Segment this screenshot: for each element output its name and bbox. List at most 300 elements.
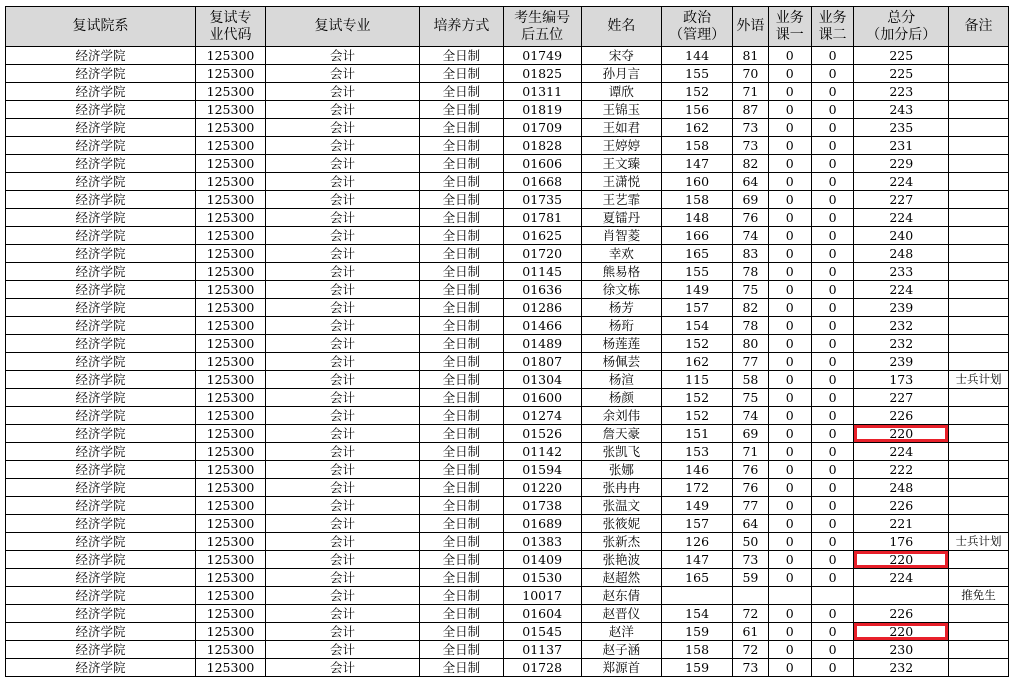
cell-name: 王锦玉	[581, 101, 662, 119]
cell-exam-id: 01604	[503, 605, 581, 623]
cell-politics: 154	[662, 605, 733, 623]
cell-total-score: 226	[854, 407, 949, 425]
cell-foreign-language: 82	[732, 155, 768, 173]
cell-exam-id: 01720	[503, 245, 581, 263]
cell-foreign-language: 58	[732, 371, 768, 389]
cell-course-two: 0	[811, 137, 854, 155]
cell-remarks	[949, 497, 1009, 515]
cell-exam-id: 01807	[503, 353, 581, 371]
cell-total-score: 248	[854, 479, 949, 497]
cell-politics: 149	[662, 281, 733, 299]
table-row	[6, 317, 1009, 335]
cell-major: 会计	[265, 515, 419, 533]
table-row	[6, 497, 1009, 515]
cell-remarks	[949, 137, 1009, 155]
cell-study-mode: 全日制	[420, 479, 504, 497]
cell-study-mode: 全日制	[420, 623, 504, 641]
cell-major-code: 125300	[196, 641, 266, 659]
header-row	[6, 7, 1009, 47]
cell-politics: 152	[662, 335, 733, 353]
cell-name: 赵东倩	[581, 587, 662, 605]
cell-total-score: 239	[854, 353, 949, 371]
cell-major-code: 125300	[196, 479, 266, 497]
cell-total-score: 230	[854, 641, 949, 659]
cell-politics: 160	[662, 173, 733, 191]
cell-remarks	[949, 101, 1009, 119]
column-header-exam-id: 考生编号 后五位	[503, 7, 581, 47]
table-row	[6, 209, 1009, 227]
cell-remarks	[949, 425, 1009, 443]
table-row	[6, 335, 1009, 353]
cell-remarks	[949, 263, 1009, 281]
cell-major: 会计	[265, 209, 419, 227]
cell-total-score: 220	[854, 623, 949, 641]
cell-major-code: 125300	[196, 335, 266, 353]
cell-department: 经济学院	[6, 263, 196, 281]
cell-exam-id: 01819	[503, 101, 581, 119]
cell-major-code: 125300	[196, 353, 266, 371]
cell-exam-id: 01220	[503, 479, 581, 497]
cell-remarks	[949, 515, 1009, 533]
cell-name: 熊易格	[581, 263, 662, 281]
cell-remarks	[949, 209, 1009, 227]
cell-name: 赵超然	[581, 569, 662, 587]
cell-course-two: 0	[811, 641, 854, 659]
cell-department: 经济学院	[6, 407, 196, 425]
cell-department: 经济学院	[6, 83, 196, 101]
cell-course-one: 0	[768, 461, 811, 479]
cell-total-score: 232	[854, 659, 949, 677]
cell-department: 经济学院	[6, 227, 196, 245]
cell-name: 张新杰	[581, 533, 662, 551]
cell-politics: 166	[662, 227, 733, 245]
cell-course-two	[811, 587, 854, 605]
cell-exam-id: 01728	[503, 659, 581, 677]
cell-course-two: 0	[811, 407, 854, 425]
table-row	[6, 227, 1009, 245]
cell-study-mode: 全日制	[420, 407, 504, 425]
cell-total-score: 227	[854, 191, 949, 209]
cell-course-two: 0	[811, 173, 854, 191]
cell-exam-id: 01142	[503, 443, 581, 461]
table-row	[6, 371, 1009, 389]
cell-study-mode: 全日制	[420, 155, 504, 173]
cell-total-score: 224	[854, 281, 949, 299]
cell-foreign-language: 73	[732, 137, 768, 155]
cell-department: 经济学院	[6, 461, 196, 479]
cell-foreign-language: 81	[732, 47, 768, 65]
cell-course-one: 0	[768, 299, 811, 317]
cell-name: 幸欢	[581, 245, 662, 263]
cell-total-score: 235	[854, 119, 949, 137]
cell-study-mode: 全日制	[420, 659, 504, 677]
table-row	[6, 569, 1009, 587]
cell-exam-id: 01145	[503, 263, 581, 281]
cell-department: 经济学院	[6, 353, 196, 371]
cell-major: 会计	[265, 497, 419, 515]
cell-major: 会计	[265, 623, 419, 641]
cell-study-mode: 全日制	[420, 191, 504, 209]
cell-department: 经济学院	[6, 569, 196, 587]
cell-name: 詹天豪	[581, 425, 662, 443]
cell-name: 夏镭丹	[581, 209, 662, 227]
cell-total-score: 232	[854, 317, 949, 335]
cell-course-one: 0	[768, 389, 811, 407]
cell-course-one: 0	[768, 497, 811, 515]
cell-exam-id: 01274	[503, 407, 581, 425]
cell-study-mode: 全日制	[420, 137, 504, 155]
cell-total-score	[854, 587, 949, 605]
table-row	[6, 389, 1009, 407]
cell-politics	[662, 587, 733, 605]
cell-foreign-language: 73	[732, 551, 768, 569]
cell-foreign-language: 71	[732, 443, 768, 461]
cell-major-code: 125300	[196, 137, 266, 155]
cell-department: 经济学院	[6, 119, 196, 137]
cell-foreign-language: 72	[732, 605, 768, 623]
cell-foreign-language: 73	[732, 659, 768, 677]
cell-politics: 153	[662, 443, 733, 461]
cell-total-score: 224	[854, 173, 949, 191]
cell-name: 杨珩	[581, 317, 662, 335]
cell-total-score: 224	[854, 569, 949, 587]
cell-politics: 147	[662, 551, 733, 569]
cell-remarks	[949, 479, 1009, 497]
cell-total-score: 173	[854, 371, 949, 389]
cell-remarks	[949, 191, 1009, 209]
cell-exam-id: 01286	[503, 299, 581, 317]
cell-major: 会计	[265, 83, 419, 101]
cell-remarks	[949, 407, 1009, 425]
cell-remarks	[949, 155, 1009, 173]
cell-politics: 144	[662, 47, 733, 65]
table-row	[6, 191, 1009, 209]
cell-major-code: 125300	[196, 515, 266, 533]
cell-major-code: 125300	[196, 497, 266, 515]
table-row	[6, 605, 1009, 623]
cell-study-mode: 全日制	[420, 641, 504, 659]
cell-total-score: 226	[854, 605, 949, 623]
table-row	[6, 515, 1009, 533]
cell-department: 经济学院	[6, 443, 196, 461]
cell-politics: 155	[662, 263, 733, 281]
cell-name: 杨颜	[581, 389, 662, 407]
cell-course-two: 0	[811, 443, 854, 461]
cell-course-two: 0	[811, 569, 854, 587]
cell-course-one: 0	[768, 155, 811, 173]
cell-department: 经济学院	[6, 137, 196, 155]
cell-politics: 158	[662, 191, 733, 209]
cell-major: 会计	[265, 443, 419, 461]
cell-total-score: 222	[854, 461, 949, 479]
cell-department: 经济学院	[6, 605, 196, 623]
cell-remarks	[949, 461, 1009, 479]
cell-foreign-language: 76	[732, 461, 768, 479]
cell-major-code: 125300	[196, 317, 266, 335]
cell-major: 会计	[265, 137, 419, 155]
table-row	[6, 245, 1009, 263]
cell-politics: 115	[662, 371, 733, 389]
column-header-major-code: 复试专 业代码	[196, 7, 266, 47]
cell-course-one: 0	[768, 101, 811, 119]
cell-study-mode: 全日制	[420, 389, 504, 407]
column-header-total-score: 总分 （加分后）	[854, 7, 949, 47]
cell-exam-id: 01738	[503, 497, 581, 515]
cell-politics: 152	[662, 407, 733, 425]
cell-politics: 149	[662, 497, 733, 515]
cell-study-mode: 全日制	[420, 515, 504, 533]
cell-name: 余刘伟	[581, 407, 662, 425]
cell-exam-id: 01594	[503, 461, 581, 479]
cell-foreign-language: 69	[732, 191, 768, 209]
cell-politics: 146	[662, 461, 733, 479]
cell-remarks: 士兵计划	[949, 371, 1009, 389]
cell-department: 经济学院	[6, 155, 196, 173]
cell-name: 张冉冉	[581, 479, 662, 497]
cell-foreign-language: 77	[732, 497, 768, 515]
cell-total-score: 224	[854, 209, 949, 227]
cell-course-two: 0	[811, 479, 854, 497]
cell-remarks	[949, 317, 1009, 335]
cell-study-mode: 全日制	[420, 281, 504, 299]
cell-remarks: 士兵计划	[949, 533, 1009, 551]
score-table	[5, 6, 1009, 677]
cell-study-mode: 全日制	[420, 497, 504, 515]
cell-remarks	[949, 83, 1009, 101]
cell-remarks	[949, 299, 1009, 317]
cell-course-one: 0	[768, 47, 811, 65]
cell-total-score: 227	[854, 389, 949, 407]
cell-major-code: 125300	[196, 209, 266, 227]
cell-department: 经济学院	[6, 335, 196, 353]
table-row	[6, 551, 1009, 569]
cell-foreign-language: 61	[732, 623, 768, 641]
cell-total-score: 240	[854, 227, 949, 245]
cell-foreign-language: 64	[732, 515, 768, 533]
cell-course-one: 0	[768, 65, 811, 83]
cell-course-one: 0	[768, 119, 811, 137]
cell-course-one: 0	[768, 515, 811, 533]
cell-foreign-language: 80	[732, 335, 768, 353]
cell-major: 会计	[265, 641, 419, 659]
cell-foreign-language: 78	[732, 317, 768, 335]
cell-department: 经济学院	[6, 515, 196, 533]
cell-major: 会计	[265, 227, 419, 245]
cell-course-two: 0	[811, 155, 854, 173]
cell-politics: 159	[662, 623, 733, 641]
cell-politics: 152	[662, 389, 733, 407]
cell-major: 会计	[265, 119, 419, 137]
cell-course-one: 0	[768, 407, 811, 425]
cell-course-one: 0	[768, 533, 811, 551]
cell-course-one: 0	[768, 641, 811, 659]
cell-department: 经济学院	[6, 173, 196, 191]
cell-name: 王艺霏	[581, 191, 662, 209]
cell-course-two: 0	[811, 515, 854, 533]
cell-course-two: 0	[811, 389, 854, 407]
cell-major-code: 125300	[196, 65, 266, 83]
cell-major: 会计	[265, 245, 419, 263]
cell-remarks	[949, 65, 1009, 83]
column-header-study-mode: 培养方式	[420, 7, 504, 47]
column-header-course-two: 业务 课二	[811, 7, 854, 47]
cell-foreign-language: 64	[732, 173, 768, 191]
cell-course-one: 0	[768, 569, 811, 587]
cell-foreign-language: 69	[732, 425, 768, 443]
cell-course-one: 0	[768, 605, 811, 623]
cell-major-code: 125300	[196, 461, 266, 479]
cell-exam-id: 01137	[503, 641, 581, 659]
cell-study-mode: 全日制	[420, 587, 504, 605]
cell-name: 宋夺	[581, 47, 662, 65]
cell-major-code: 125300	[196, 371, 266, 389]
cell-course-one: 0	[768, 173, 811, 191]
cell-name: 孙月言	[581, 65, 662, 83]
table-row	[6, 587, 1009, 605]
table-row	[6, 137, 1009, 155]
cell-course-two: 0	[811, 659, 854, 677]
cell-study-mode: 全日制	[420, 299, 504, 317]
cell-department: 经济学院	[6, 101, 196, 119]
table-row	[6, 461, 1009, 479]
cell-foreign-language: 76	[732, 209, 768, 227]
cell-course-one: 0	[768, 425, 811, 443]
cell-department: 经济学院	[6, 191, 196, 209]
cell-study-mode: 全日制	[420, 569, 504, 587]
cell-total-score: 229	[854, 155, 949, 173]
cell-course-two: 0	[811, 335, 854, 353]
column-header-department: 复试院系	[6, 7, 196, 47]
cell-politics: 162	[662, 119, 733, 137]
cell-name: 王如君	[581, 119, 662, 137]
cell-major: 会计	[265, 551, 419, 569]
cell-politics: 154	[662, 317, 733, 335]
column-header-major: 复试专业	[265, 7, 419, 47]
cell-department: 经济学院	[6, 479, 196, 497]
cell-total-score: 176	[854, 533, 949, 551]
cell-department: 经济学院	[6, 317, 196, 335]
cell-major: 会计	[265, 317, 419, 335]
cell-course-one: 0	[768, 371, 811, 389]
column-header-remarks: 备注	[949, 7, 1009, 47]
cell-course-one: 0	[768, 209, 811, 227]
cell-major-code: 125300	[196, 299, 266, 317]
table-row	[6, 155, 1009, 173]
cell-course-one: 0	[768, 479, 811, 497]
cell-foreign-language: 59	[732, 569, 768, 587]
cell-exam-id: 01828	[503, 137, 581, 155]
cell-course-one: 0	[768, 443, 811, 461]
cell-exam-id: 01526	[503, 425, 581, 443]
cell-name: 杨佩芸	[581, 353, 662, 371]
cell-study-mode: 全日制	[420, 119, 504, 137]
cell-study-mode: 全日制	[420, 335, 504, 353]
cell-name: 徐文栋	[581, 281, 662, 299]
cell-course-two: 0	[811, 353, 854, 371]
cell-course-two: 0	[811, 101, 854, 119]
cell-course-two: 0	[811, 245, 854, 263]
cell-exam-id: 01489	[503, 335, 581, 353]
cell-course-two: 0	[811, 281, 854, 299]
cell-department: 经济学院	[6, 371, 196, 389]
cell-major-code: 125300	[196, 443, 266, 461]
cell-major: 会计	[265, 47, 419, 65]
cell-name: 赵子涵	[581, 641, 662, 659]
cell-major-code: 125300	[196, 425, 266, 443]
cell-foreign-language: 70	[732, 65, 768, 83]
cell-foreign-language: 74	[732, 227, 768, 245]
cell-study-mode: 全日制	[420, 209, 504, 227]
cell-department: 经济学院	[6, 533, 196, 551]
cell-study-mode: 全日制	[420, 263, 504, 281]
cell-exam-id: 01825	[503, 65, 581, 83]
cell-major: 会计	[265, 101, 419, 119]
table-row	[6, 173, 1009, 191]
cell-major-code: 125300	[196, 191, 266, 209]
cell-remarks	[949, 605, 1009, 623]
cell-total-score: 226	[854, 497, 949, 515]
cell-politics: 165	[662, 245, 733, 263]
cell-politics: 156	[662, 101, 733, 119]
cell-total-score: 239	[854, 299, 949, 317]
cell-exam-id: 01304	[503, 371, 581, 389]
cell-course-one: 0	[768, 551, 811, 569]
cell-major-code: 125300	[196, 281, 266, 299]
cell-total-score: 231	[854, 137, 949, 155]
cell-course-two: 0	[811, 47, 854, 65]
cell-politics: 126	[662, 533, 733, 551]
cell-major: 会计	[265, 173, 419, 191]
cell-major-code: 125300	[196, 47, 266, 65]
cell-remarks	[949, 335, 1009, 353]
cell-major: 会计	[265, 659, 419, 677]
cell-exam-id: 01625	[503, 227, 581, 245]
column-header-course-one: 业务 课一	[768, 7, 811, 47]
cell-exam-id: 01530	[503, 569, 581, 587]
cell-course-two: 0	[811, 227, 854, 245]
cell-major-code: 125300	[196, 605, 266, 623]
cell-remarks	[949, 119, 1009, 137]
cell-course-two: 0	[811, 299, 854, 317]
cell-major: 会计	[265, 605, 419, 623]
table-row	[6, 479, 1009, 497]
cell-exam-id: 01709	[503, 119, 581, 137]
cell-major: 会计	[265, 155, 419, 173]
cell-politics: 158	[662, 641, 733, 659]
cell-study-mode: 全日制	[420, 101, 504, 119]
table-row	[6, 47, 1009, 65]
cell-major: 会计	[265, 425, 419, 443]
cell-foreign-language: 82	[732, 299, 768, 317]
cell-course-one: 0	[768, 245, 811, 263]
table-row	[6, 443, 1009, 461]
cell-course-two: 0	[811, 119, 854, 137]
cell-course-two: 0	[811, 83, 854, 101]
cell-course-one: 0	[768, 623, 811, 641]
cell-foreign-language: 74	[732, 407, 768, 425]
cell-major-code: 125300	[196, 101, 266, 119]
cell-politics: 151	[662, 425, 733, 443]
table-row	[6, 299, 1009, 317]
cell-exam-id: 01636	[503, 281, 581, 299]
cell-course-one: 0	[768, 263, 811, 281]
table-row	[6, 641, 1009, 659]
cell-remarks: 推免生	[949, 587, 1009, 605]
cell-major: 会计	[265, 65, 419, 83]
cell-remarks	[949, 353, 1009, 371]
cell-politics: 155	[662, 65, 733, 83]
cell-politics: 148	[662, 209, 733, 227]
